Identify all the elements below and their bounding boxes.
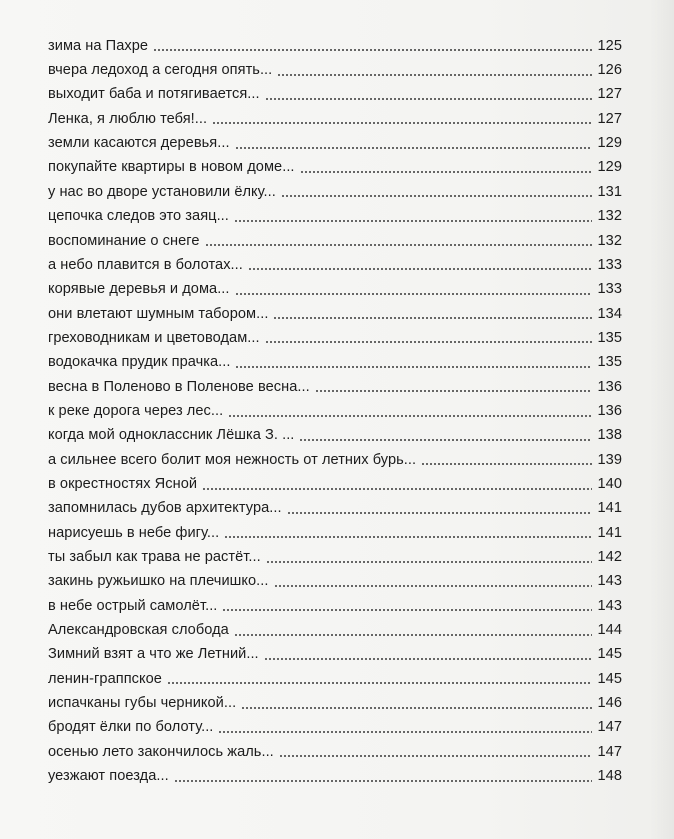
toc-entry-page: 143: [597, 597, 622, 614]
toc-entry-title: зима на Пахре: [48, 37, 149, 54]
dot-leader: [279, 755, 592, 757]
toc-entry: [48, 420, 622, 444]
toc-entry: [48, 152, 622, 176]
toc-entry: [48, 590, 622, 614]
toc-entry-title: покупайте квартиры в новом доме...: [48, 159, 295, 176]
toc-entry-page: 131: [597, 183, 622, 200]
toc-entry: [48, 687, 622, 711]
toc-entry-page: 147: [597, 743, 622, 760]
dot-leader: [273, 317, 592, 319]
toc-entry: [48, 79, 622, 103]
dot-leader: [153, 49, 592, 51]
dot-leader: [299, 439, 592, 441]
toc-entry-page: 132: [597, 208, 622, 225]
toc-entry-page: 139: [597, 451, 622, 468]
toc-entry: [48, 225, 622, 249]
page-edge-shadow: [650, 0, 674, 839]
dot-leader: [300, 171, 592, 173]
toc-entry-page: 133: [597, 256, 622, 273]
toc-entry: [48, 566, 622, 590]
dot-leader: [315, 390, 592, 392]
toc-entry: [48, 468, 622, 492]
toc-entry-title: весна в Поленово в Поленове весна...: [48, 378, 310, 395]
table-of-contents: [48, 30, 622, 785]
toc-entry: [48, 298, 622, 322]
toc-entry: [48, 346, 622, 370]
toc-entry-page: 136: [597, 378, 622, 395]
toc-entry: [48, 30, 622, 54]
toc-entry-title: у нас во дворе установили ёлку...: [48, 183, 276, 200]
toc-entry-title: запомнилась дубов архитектура...: [48, 500, 282, 517]
toc-entry-page: 133: [597, 281, 622, 298]
toc-entry-title: к реке дорога через лес...: [48, 402, 224, 419]
dot-leader: [281, 195, 592, 197]
toc-entry-title: испачканы губы черникой...: [48, 695, 237, 712]
toc-entry-page: 135: [597, 329, 622, 346]
toc-entry-page: 132: [597, 232, 622, 249]
toc-entry: [48, 322, 622, 346]
toc-entry-page: 148: [597, 768, 622, 785]
toc-entry: [48, 444, 622, 468]
toc-entry-page: 143: [597, 573, 622, 590]
dot-leader: [205, 244, 592, 246]
dot-leader: [234, 220, 592, 222]
toc-entry-title: в небе острый самолёт...: [48, 597, 218, 614]
toc-entry-page: 144: [597, 622, 622, 638]
toc-entry-title: Ленка, я люблю тебя!...: [48, 110, 208, 127]
dot-leader: [174, 780, 592, 782]
toc-entry: [48, 200, 622, 224]
dot-leader: [235, 147, 592, 149]
toc-entry-page: 142: [597, 548, 622, 565]
toc-entry-title: земли касаются деревья...: [48, 135, 230, 152]
toc-entry: [48, 273, 622, 297]
toc-entry: [48, 517, 622, 541]
toc-entry-title: выходит баба и потягивается...: [48, 86, 260, 103]
dot-leader: [167, 682, 592, 684]
dot-leader: [248, 268, 592, 270]
toc-entry-page: 126: [597, 62, 622, 79]
toc-entry: [48, 639, 622, 663]
toc-entry-page: 147: [597, 719, 622, 736]
toc-entry-page: 140: [597, 475, 622, 492]
toc-entry-title: в окрестностях Ясной: [48, 475, 198, 492]
toc-entry-title: воспоминание о снеге: [48, 232, 200, 249]
toc-entry-page: 145: [597, 646, 622, 663]
toc-entry: [48, 103, 622, 127]
toc-entry-page: 127: [597, 86, 622, 103]
toc-entry-title: уезжают поезда...: [48, 768, 169, 785]
toc-entry-title: вчера ледоход а сегодня опять...: [48, 62, 273, 79]
toc-entry-title: а небо плавится в болотах...: [48, 256, 243, 273]
dot-leader: [264, 658, 592, 660]
dot-leader: [202, 488, 592, 490]
dot-leader: [287, 512, 592, 514]
toc-entry-title: они влетают шумным табором...: [48, 305, 269, 322]
toc-entry-page: 141: [597, 524, 622, 541]
toc-entry-title: а сильнее всего болит моя нежность от летних бурь...: [48, 451, 417, 468]
toc-entry: [48, 127, 622, 151]
dot-leader: [212, 122, 592, 124]
toc-entry: [48, 371, 622, 395]
toc-entry: [48, 541, 622, 565]
toc-entry-title: цепочка следов это заяц...: [48, 208, 229, 225]
toc-entry-page: 127: [597, 110, 622, 127]
toc-entry-page: 145: [597, 670, 622, 687]
toc-entry-title: ленин-граппское: [48, 670, 162, 687]
toc-entry-page: 146: [597, 695, 622, 712]
toc-entry-page: 141: [597, 500, 622, 517]
toc-entry: [48, 760, 622, 784]
toc-entry-title: Александровская слобода: [48, 622, 229, 638]
toc-entry: [48, 395, 622, 419]
toc-entry-page: 134: [597, 305, 622, 322]
toc-entry-title: корявые деревья и дома...: [48, 281, 230, 298]
toc-entry-page: 129: [597, 135, 622, 152]
toc-entry-page: 136: [597, 402, 622, 419]
toc-entry-title: нарисуешь в небе фигу...: [48, 524, 220, 541]
dot-leader: [235, 366, 592, 368]
dot-leader: [266, 561, 592, 563]
toc-entry-title: когда мой одноклассник Лёшка З. ...: [48, 427, 295, 444]
toc-entry: [48, 493, 622, 517]
dot-leader: [235, 293, 592, 295]
toc-entry: [48, 54, 622, 78]
dot-leader: [234, 634, 592, 636]
dot-leader: [265, 341, 592, 343]
dot-leader: [222, 609, 592, 611]
dot-leader: [218, 731, 592, 733]
toc-entry: [48, 249, 622, 273]
toc-entry: [48, 614, 622, 638]
toc-entry-page: 138: [597, 427, 622, 444]
toc-entry-page: 135: [597, 354, 622, 371]
toc-entry-title: ты забыл как трава не растёт...: [48, 548, 261, 565]
dot-leader: [265, 98, 592, 100]
toc-entry-title: закинь ружьишко на плечишко...: [48, 573, 269, 590]
dot-leader: [421, 463, 592, 465]
toc-entry-title: греховодникам и цветоводам...: [48, 329, 260, 346]
dot-leader: [241, 707, 592, 709]
toc-entry-title: осенью лето закончилось жаль...: [48, 743, 274, 760]
toc-entry-title: бродят ёлки по болоту...: [48, 719, 214, 736]
toc-entry: [48, 663, 622, 687]
toc-entry: [48, 712, 622, 736]
toc-entry-title: Зимний взят а что же Летний...: [48, 646, 259, 663]
dot-leader: [228, 415, 592, 417]
toc-entry: [48, 736, 622, 760]
dot-leader: [274, 585, 593, 587]
dot-leader: [224, 536, 592, 538]
toc-entry-page: 125: [597, 37, 622, 54]
toc-entry: [48, 176, 622, 200]
toc-entry-title: водокачка прудик прачка...: [48, 354, 231, 371]
toc-entry-page: 129: [597, 159, 622, 176]
dot-leader: [277, 74, 592, 76]
